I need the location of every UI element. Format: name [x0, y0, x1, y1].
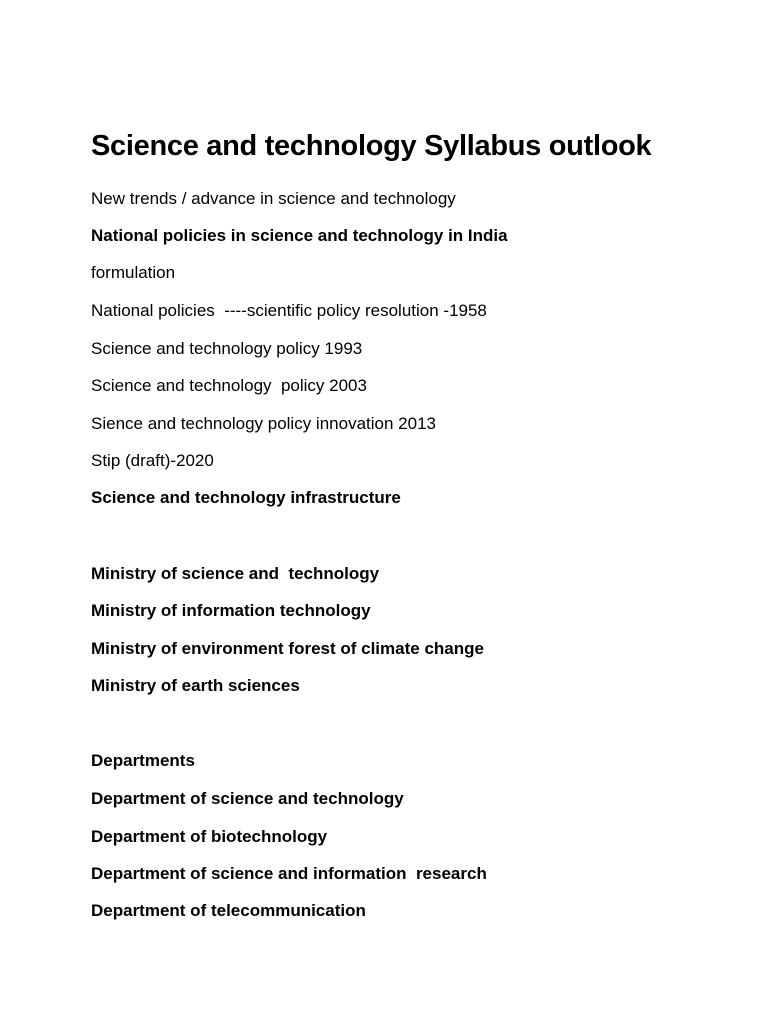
syllabus-line: Science and technology policy 1993 [91, 339, 363, 358]
syllabus-line: Stip (draft)-2020 [91, 451, 214, 470]
syllabus-line: National policies ----scientific policy resolution -1958 [91, 301, 487, 320]
syllabus-line: formulation [91, 263, 176, 282]
department-item: Department of biotechnology [91, 827, 328, 846]
syllabus-line: Sience and technology policy innovation 2013 [91, 414, 436, 433]
department-item: Department of science and technology [91, 789, 404, 808]
syllabus-line: New trends / advance in science and technology [91, 189, 456, 208]
ministry-item: Ministry of science and technology [91, 564, 380, 583]
document-title: Science and technology Syllabus outlook [91, 130, 652, 162]
syllabus-line: Science and technology policy 2003 [91, 376, 367, 395]
department-item: Department of telecommunication [91, 901, 366, 920]
ministry-item: Ministry of information technology [91, 601, 371, 620]
section-heading: Science and technology infrastructure [91, 488, 401, 507]
section-heading: Departments [91, 751, 195, 770]
department-item: Department of science and information research [91, 864, 487, 883]
section-heading: National policies in science and technology in India [91, 226, 508, 245]
ministry-item: Ministry of environment forest of climate change [91, 639, 484, 658]
ministry-item: Ministry of earth sciences [91, 676, 300, 695]
